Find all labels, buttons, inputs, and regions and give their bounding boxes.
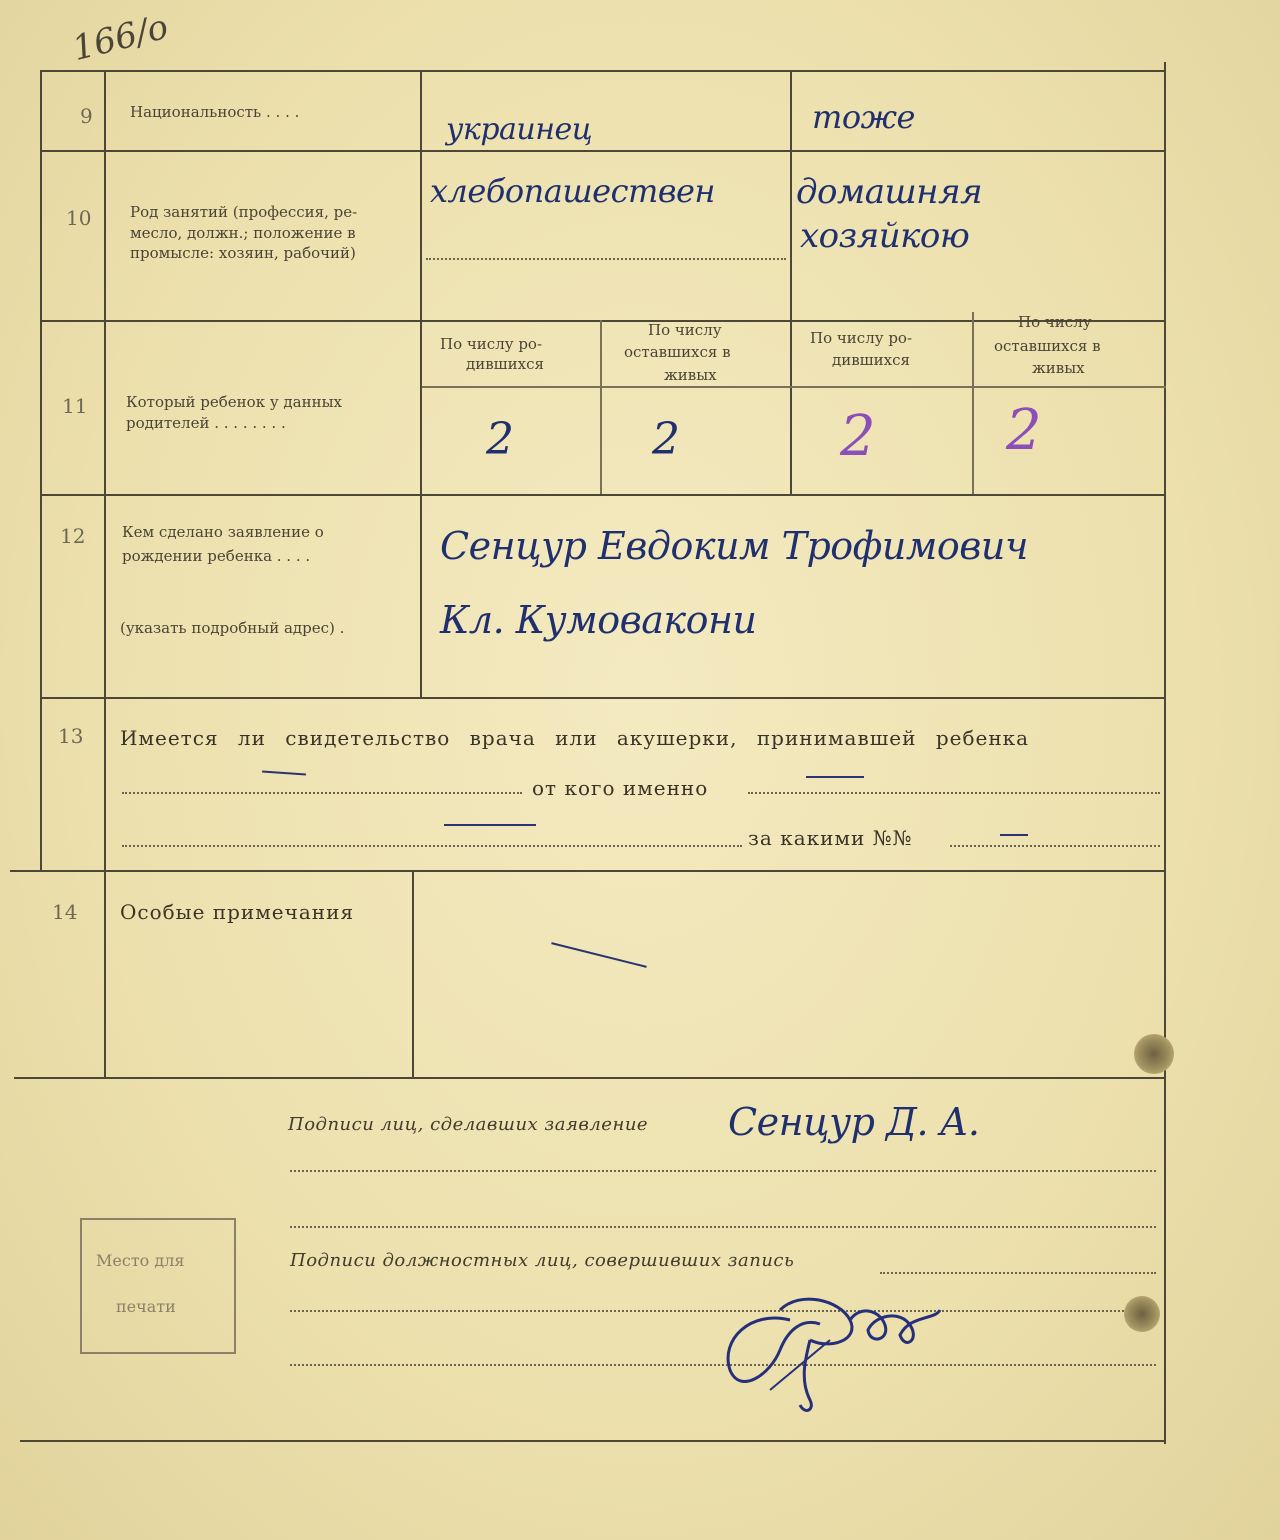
row-11-father-living-value: 2 <box>652 414 680 465</box>
punch-hole-1 <box>1134 1034 1174 1074</box>
row-10-father-value: хлебопашествен <box>430 172 715 210</box>
officials-signature-label: Подписи должностных лиц, совершивших запись <box>290 1250 795 1271</box>
row-14-label: Особые примечания <box>120 900 355 924</box>
row-9-father-value: украинец <box>446 112 593 147</box>
page-number: 166/о <box>68 6 173 70</box>
row-11-subheader-2-line-3: живых <box>664 366 717 384</box>
row-13-from-whom-label: от кого именно <box>532 776 709 800</box>
row-12-address-label: (указать подробный адрес) . <box>120 619 345 637</box>
stamp-place-label-line-1: Место для <box>96 1251 185 1270</box>
row-10-label-line-3: промысле: хозяин, рабочий) <box>130 244 356 262</box>
row-13-dash-1 <box>262 770 306 775</box>
row-13-bottom <box>10 870 1166 872</box>
official-signature-drawing <box>710 1280 970 1420</box>
declarants-line-1 <box>290 1170 1156 1172</box>
row-11-mother-living-value: 2 <box>1006 398 1042 463</box>
row-13-question: Имеется ли свидетельство врача или акушерки, принимавшей ребенка <box>120 726 1030 750</box>
row-11-label-line-2: родителей . . . . . . . . <box>126 414 286 432</box>
row-9-bottom <box>40 150 1166 152</box>
row-11-subheader-3-line-2: дившихся <box>832 351 910 369</box>
row-13-fill-line-2 <box>122 845 742 847</box>
row-10-fill-line <box>426 258 786 260</box>
row-13-number: 13 <box>58 724 84 748</box>
row-11-subheader-1-line-2: дившихся <box>466 355 544 373</box>
row-14-bottom <box>14 1077 1166 1079</box>
row-13-dash-3 <box>444 824 536 826</box>
row-11-number: 11 <box>62 394 88 418</box>
punch-hole-2 <box>1124 1296 1160 1332</box>
row-11-subheader-2-line-2: оставшихся в <box>624 343 731 361</box>
label-column-divider <box>420 70 422 698</box>
stamp-place-label-line-2: печати <box>116 1297 176 1316</box>
table-left-border <box>40 70 42 870</box>
row-13-fill-line-2b <box>950 845 1160 847</box>
row-11-subheader-1-line-1: По числу ро- <box>440 335 543 353</box>
row-9-number: 9 <box>80 104 93 128</box>
row-14-dash <box>551 942 647 968</box>
declarants-signature-label: Подписи лиц, сделавших заявление <box>288 1114 649 1135</box>
declarants-signature: Сенцур Д. А. <box>728 1100 980 1144</box>
row-11-subheader-2-line-1: По числу <box>648 321 722 339</box>
stamp-place-box <box>80 1218 236 1354</box>
row-12-address-value: Кл. Кумовакони <box>440 598 757 642</box>
row-9-mother-value: тоже <box>812 98 915 136</box>
declarants-line-2 <box>290 1226 1156 1228</box>
officials-line-1 <box>880 1272 1156 1274</box>
row-11-subheader-4-line-1: По числу <box>1018 313 1092 331</box>
row-11-label-line-1: Который ребенок у данных <box>126 393 342 411</box>
row-13-numbers-label: за какими №№ <box>748 826 913 850</box>
row-14-number: 14 <box>52 900 78 924</box>
row-11-subheader-4-line-3: живых <box>1032 359 1085 377</box>
row-12-number: 12 <box>60 524 86 548</box>
row-13-fill-line-1b <box>748 792 1160 794</box>
row-11-sub-divider-2 <box>972 312 974 494</box>
row-10-mother-value-line-2: хозяйкою <box>800 216 970 256</box>
row-11-mother-born-value: 2 <box>840 404 876 469</box>
row-11-subheader-line <box>422 386 1166 388</box>
row-12-label-line-1: Кем сделано заявление о <box>122 523 324 541</box>
row-12-bottom <box>40 697 1166 699</box>
number-column-divider <box>104 70 106 1078</box>
table-right-border <box>1164 62 1166 1444</box>
row-10-label-line-1: Род занятий (профессия, ре- <box>130 203 358 221</box>
row-11-sub-divider-1 <box>600 320 602 494</box>
row-13-dash-2 <box>806 776 864 778</box>
row-9-label: Национальность . . . . <box>130 103 300 121</box>
row-10-label-line-2: месло, должн.; положение в <box>130 224 356 242</box>
row-13-fill-line-1a <box>122 792 522 794</box>
signature-area-bottom <box>20 1440 1166 1442</box>
row-12-declarant-name: Сенцур Евдоким Трофимович <box>440 524 1029 568</box>
row-10-number: 10 <box>66 206 92 230</box>
parents-column-divider <box>790 70 792 496</box>
row-11-bottom <box>40 494 1166 496</box>
row-11-subheader-4-line-2: оставшихся в <box>994 337 1101 355</box>
row-11-subheader-3-line-1: По числу ро- <box>810 329 913 347</box>
row-12-label-line-2: рождении ребенка . . . . <box>122 547 311 565</box>
row-14-column-divider <box>412 870 414 1077</box>
row-11-father-born-value: 2 <box>486 414 514 465</box>
table-top-border <box>40 70 1166 72</box>
row-10-mother-value-line-1: домашняя <box>796 172 983 212</box>
row-10-bottom <box>40 320 1166 322</box>
row-13-dash-4 <box>1000 834 1028 836</box>
